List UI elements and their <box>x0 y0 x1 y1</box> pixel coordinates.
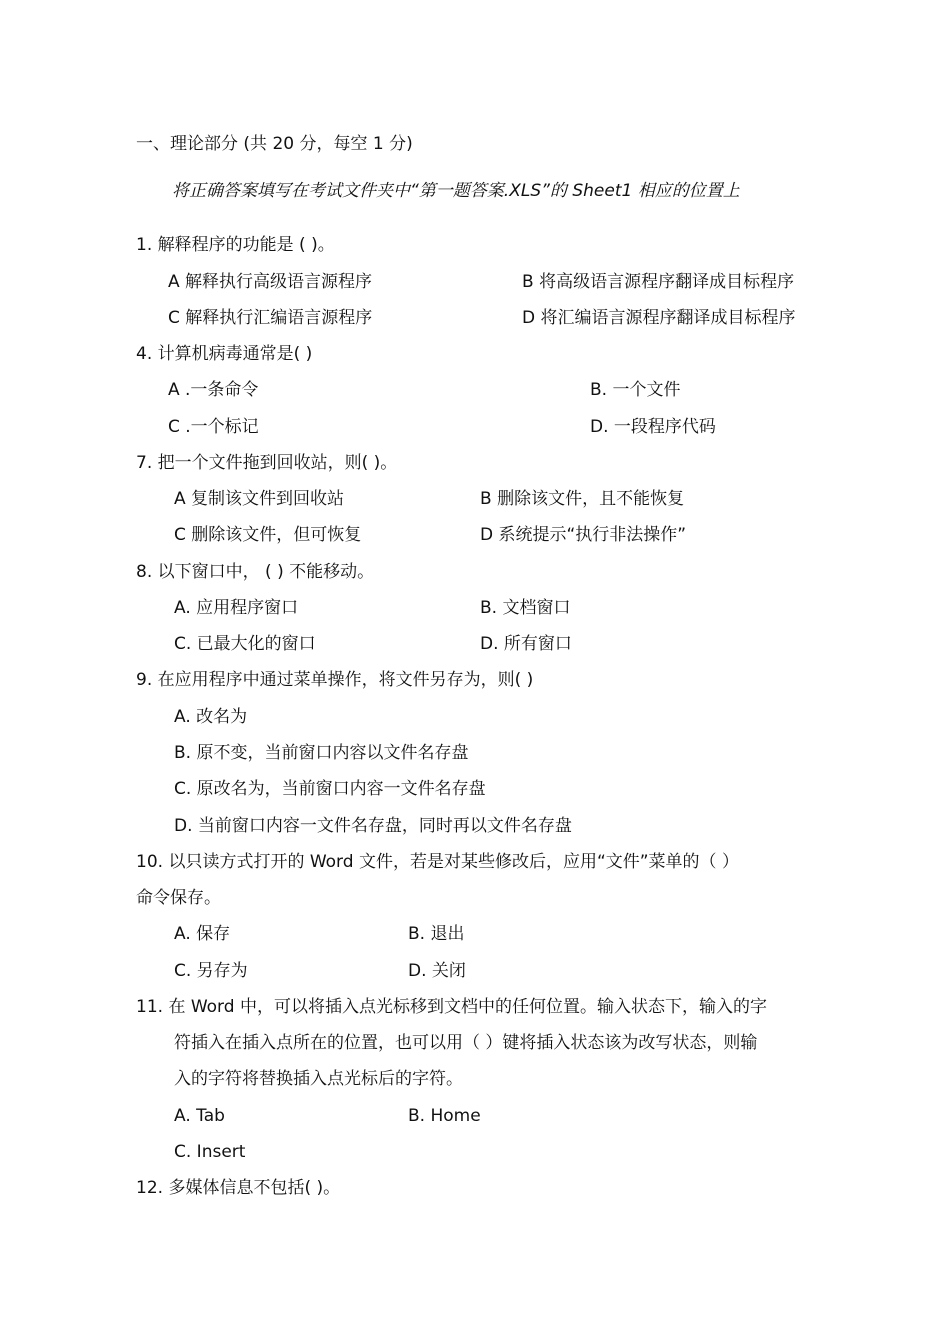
question-10-option-a: A. 保存 <box>174 924 231 944</box>
question-10-stem: 10. 以只读方式打开的 Word 文件，若是对某些修改后，应用“文件”菜单的（ ） <box>136 852 739 872</box>
question-9-option-a: A. 改名为 <box>174 707 248 727</box>
section-title: 一、理论部分 (共 20 分，每空 1 分) <box>136 134 413 154</box>
question-7-option-b: B 删除该文件，且不能恢复 <box>480 489 685 509</box>
question-11-stem-line2: 符插入在插入点所在的位置，也可以用（ ）键将插入状态该为改写状态，则输 <box>174 1033 758 1053</box>
question-9-option-c: C. 原改名为，当前窗口内容一文件名存盘 <box>174 779 486 799</box>
question-7-option-a: A 复制该文件到回收站 <box>174 489 345 509</box>
question-11-option-a: A. Tab <box>174 1106 225 1126</box>
question-1-option-a: A 解释执行高级语言源程序 <box>168 272 373 292</box>
question-7-option-c: C 删除该文件，但可恢复 <box>174 525 362 545</box>
question-11-option-b: B. Home <box>408 1106 481 1126</box>
question-8-option-a: A. 应用程序窗口 <box>174 598 299 618</box>
question-1-option-d: D 将汇编语言源程序翻译成目标程序 <box>522 308 796 328</box>
question-4-stem: 4. 计算机病毒通常是( ) <box>136 344 313 364</box>
question-1-option-b: B 将高级语言源程序翻译成目标程序 <box>522 272 795 292</box>
instruction-text: 将正确答案填写在考试文件夹中“第一题答案.XLS”的 Sheet1 相应的位置上 <box>172 181 740 201</box>
question-9-stem: 9. 在应用程序中通过菜单操作，将文件另存为，则( ) <box>136 670 534 690</box>
question-4-option-d: D. 一段程序代码 <box>590 417 716 437</box>
question-10-option-d: D. 关闭 <box>408 961 466 981</box>
question-7-option-d: D 系统提示“执行非法操作” <box>480 525 687 545</box>
question-4-option-c: C .一个标记 <box>168 417 259 437</box>
question-7-stem: 7. 把一个文件拖到回收站，则( )。 <box>136 453 398 473</box>
question-10-option-c: C. 另存为 <box>174 961 248 981</box>
question-8-option-d: D. 所有窗口 <box>480 634 572 654</box>
question-4-option-b: B. 一个文件 <box>590 380 681 400</box>
question-9-option-d: D. 当前窗口内容一文件名存盘，同时再以文件名存盘 <box>174 816 572 836</box>
question-1-stem: 1. 解释程序的功能是 ( )。 <box>136 235 335 255</box>
question-8-stem: 8. 以下窗口中， ( ) 不能移动。 <box>136 562 375 582</box>
question-8-option-b: B. 文档窗口 <box>480 598 571 618</box>
question-9-option-b: B. 原不变，当前窗口内容以文件名存盘 <box>174 743 469 763</box>
question-1-option-c: C 解释执行汇编语言源程序 <box>168 308 373 328</box>
question-11-stem-line3: 入的字符将替换插入点光标后的字符。 <box>174 1069 463 1089</box>
question-11-option-c: C. Insert <box>174 1142 246 1162</box>
question-11-stem: 11. 在 Word 中，可以将插入点光标移到文档中的任何位置。输入状态下，输入的字 <box>136 997 767 1017</box>
question-12-stem: 12. 多媒体信息不包括( )。 <box>136 1178 341 1198</box>
question-10-stem-line2: 命令保存。 <box>136 888 221 908</box>
question-8-option-c: C. 已最大化的窗口 <box>174 634 316 654</box>
question-10-option-b: B. 退出 <box>408 924 465 944</box>
question-4-option-a: A .一条命令 <box>168 380 259 400</box>
